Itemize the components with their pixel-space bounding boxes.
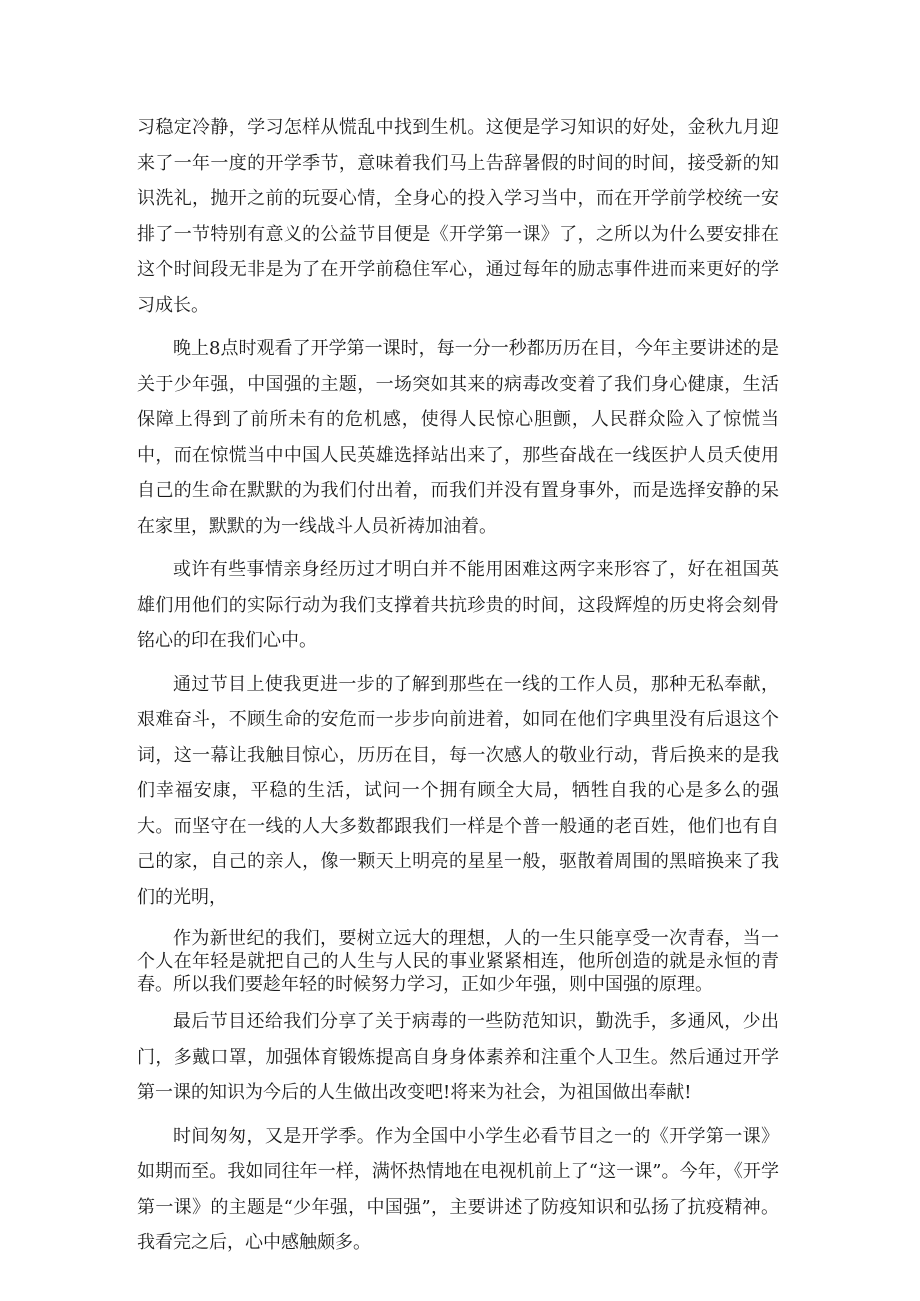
paragraph-4: 通过节目上使我更进一步的了解到那些在一线的工作人员，那种无私奉献，艰难奋斗，不顾生命的安危而一步步向前进着，如同在他们字典里没有后退这个词，这一幕让我触目惊心，历历在目，每一次感人的敬业行动，背后换来的是我们幸福安康，平稳的生活，试问一个拥有顾全大局，牺牲自我的心是多么的强大。而坚守在一线的人大多数都跟我们一样是个普一般通的老百姓，他们也有自己的家，自己的亲人，像一颗天上明亮的星星一般，驱散着周围的黑暗换来了我们的光明， (137, 673, 779, 908)
paragraph-1: 习稳定冷静，学习怎样从慌乱中找到生机。这便是学习知识的好处，金秋九月迎来了一年一度的开学季节，意味着我们马上告辞暑假的时间的时间，接受新的知识洗礼，抛开之前的玩耍心情，全身心的投入学习当中，而在开学前学校统一安排了一节特别有意义的公益节目便是《开学第一课》了，之所以为什么要安排在这个时间段无非是为了在开学前稳住军心，通过每年的励志事件进而来更好的学习成长。 (137, 117, 779, 316)
paragraph-2: 晚上8点时观看了开学第一课时，每一分一秒都历历在目，今年主要讲述的是关于少年强，中国强的主题，一场突如其来的病毒改变着了我们身心健康，生活保障上得到了前所未有的危机感，使得人民惊心胆颤，人民群众险入了惊慌当中，而在惊慌当中中国人民英雄选择站出来了，那些奋战在一线医护人员夭使用自己的生命在默默的为我们付出着，而我们并没有置身事外，而是选择安静的呆在家里，默默的为一线战斗人员祈祷加油着。 (137, 338, 779, 537)
paragraph-3: 或许有些事情亲身经历过才明白并不能用困难这两字来形容了，好在祖国英雄们用他们的实际行动为我们支撑着共抗珍贵的时间，这段辉煌的历史将会刻骨铭心的印在我们心中。 (137, 559, 779, 651)
paragraph-5: 作为新世纪的我们，要树立远大的理想，人的一生只能享受一次青春，当一个人在年轻是就把自己的人生与人民的事业紧紧相连，他所创造的就是永恒的青春。所以我们要趁年轻的时候努力学习，正如少年强，则中国强的原理。 (137, 928, 779, 995)
document-body (137, 110, 779, 1261)
paragraph-6: 最后节目还给我们分享了关于病毒的一些防范知识，勤洗手，多通风，少出门，多戴口罩，加强体育锻炼提高自身身体素养和注重个人卫生。然后通过开学第一课的知识为今后的人生做出改变吧!将来为社会，为祖国做出奉献! (137, 1011, 779, 1103)
paragraph-7: 时间匆匆，又是开学季。作为全国中小学生必看节目之一的《开学第一课》如期而至。我如同往年一样，满怀热情地在电视机前上了“这一课”。今年，《开学第一课》的主题是“少年强，中国强”，主要讲述了防疫知识和弘扬了抗疫精神。我看完之后，心中感触颇多。 (137, 1125, 779, 1253)
